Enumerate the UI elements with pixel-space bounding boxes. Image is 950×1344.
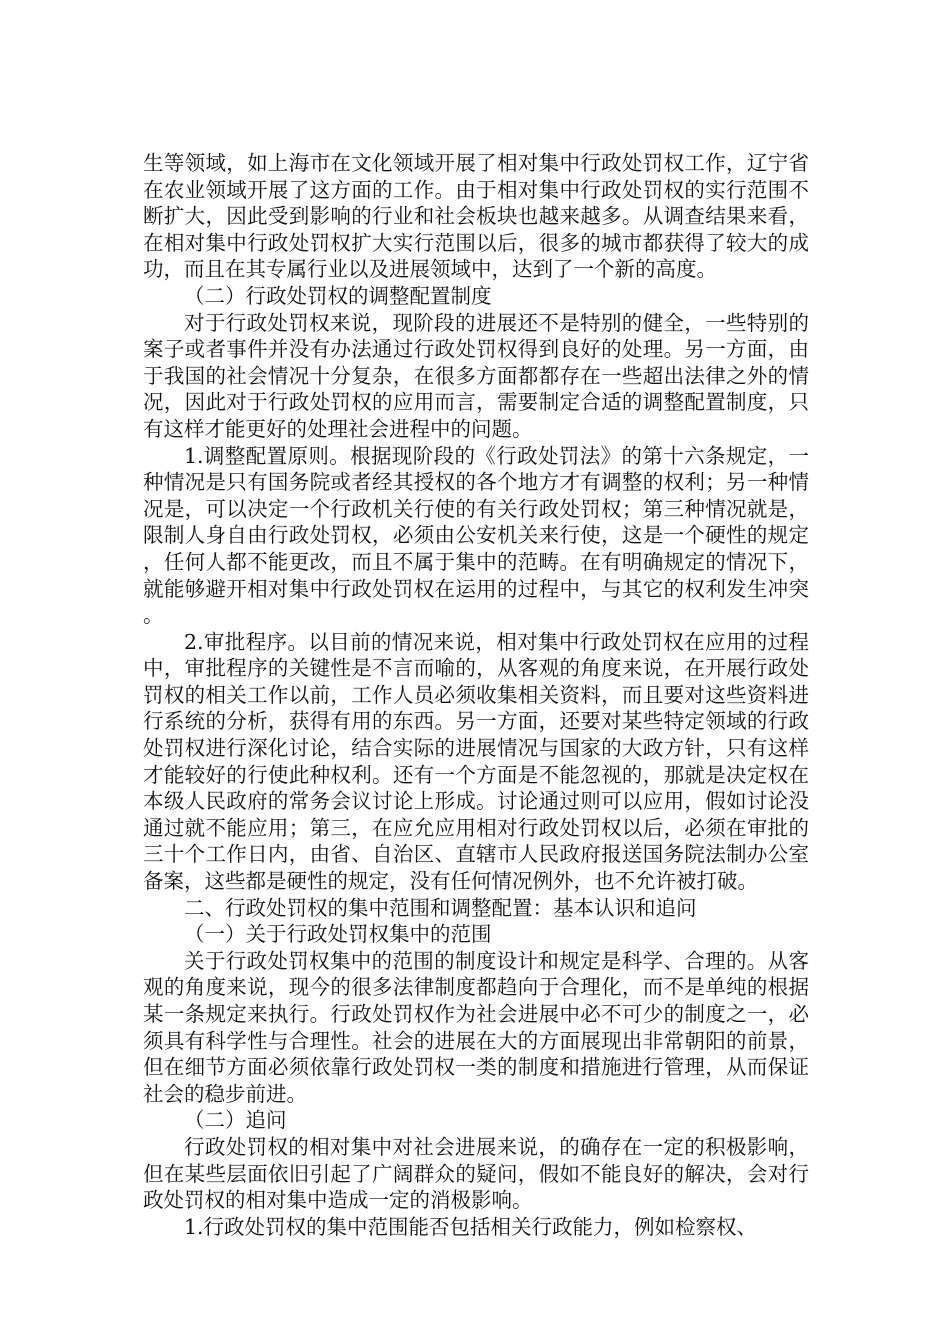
section-subheading: （一）关于行政处罚权集中的范围 <box>184 922 492 947</box>
body-paragraph: 2.审批程序。以目前的情况来说，相对集中行政处罚权在应用的过程中，审批程序的关键性是不言而喻的，从客观的角度来说，在开展行政处罚权的相关工作以前，工作人员必须收集相关资料，而且要对这些资料进行系统的分析，获得有用的东西。另一方面，还要对某些特定领域的行政处罚权进行深化讨论，结合实际的进展情况与国家的大政方针，只有这样才能较好的行使此种权利。还有一个方面是不能忽视的，那就是决定权在本级人民政府的常务会议讨论上形成。讨论通过则可以应用，假如讨论没通过就不能应用；第三，在应允应用相对行政处罚权以后，必须在审批的三十个工作日内，由省、自治区、直辖市人民政府报送国务院法制办公室备案，这些都是硬性的规定，没有任何情况例外，也不允许被打破。 <box>143 629 809 894</box>
document-body <box>143 150 809 1240</box>
body-paragraph: 生等领域，如上海市在文化领域开展了相对集中行政处罚权工作，辽宁省在农业领域开展了这方面的工作。由于相对集中行政处罚权的实行范围不断扩大，因此受到影响的行业和社会板块也越来越多。从调查结果来看，在相对集中行政处罚权扩大实行范围以后，很多的城市都获得了较大的成功，而且在其专属行业以及进展领域中，达到了一个新的高度。 <box>143 151 809 282</box>
section-subheading: （二）追问 <box>184 1108 287 1133</box>
body-paragraph: 对于行政处罚权来说，现阶段的进展还不是特别的健全，一些特别的案子或者事件并没有办法通过行政处罚权得到良好的处理。另一方面，由于我国的社会情况十分复杂，在很多方面都都存在一些超出法律之外的情况，因此对于行政处罚权的应用而言，需要制定合适的调整配置制度，只有这样才能更好的处理社会进程中的问题。 <box>143 310 809 441</box>
section-heading: 二、行政处罚权的集中范围和调整配置：基本认识和追问 <box>184 895 697 920</box>
body-paragraph: 关于行政处罚权集中的范围的制度设计和规定是科学、合理的。从客观的角度来说，现今的很多法律制度都趋向于合理化，而不是单纯的根据某一条规定来执行。行政处罚权作为社会进展中必不可少的制度之一，必须具有科学性与合理性。社会的进展在大的方面展现出非常朝阳的前景，但在细节方面必须依靠行政处罚权一类的制度和措施进行管理，从而保证社会的稳步前进。 <box>143 948 809 1106</box>
body-paragraph: 1.调整配置原则。根据现阶段的《行政处罚法》的第十六条规定，一种情况是只有国务院或者经其授权的各个地方才有调整的权利；另一种情况是，可以决定一个行政机关行使的有关行政处罚权；第三种情况就是，限制人身自由行政处罚权，必须由公安机关来行使，这是一个硬性的规定，任何人都不能更改，而且不属于集中的范畴。在有明确规定的情况下，就能够避开相对集中行政处罚权在运用的过程中，与其它的权利发生冲突。 <box>143 443 809 628</box>
body-paragraph: 1.行政处罚权的集中范围能否包括相关行政能力，例如检察权、 <box>184 1214 758 1239</box>
section-subheading: （二）行政处罚权的调整配置制度 <box>184 283 492 308</box>
body-paragraph: 行政处罚权的相对集中对社会进展来说，的确存在一定的积极影响，但在某些层面依旧引起了广阔群众的疑问，假如不能良好的解决，会对行政处罚权的相对集中造成一定的消极影响。 <box>143 1134 809 1213</box>
